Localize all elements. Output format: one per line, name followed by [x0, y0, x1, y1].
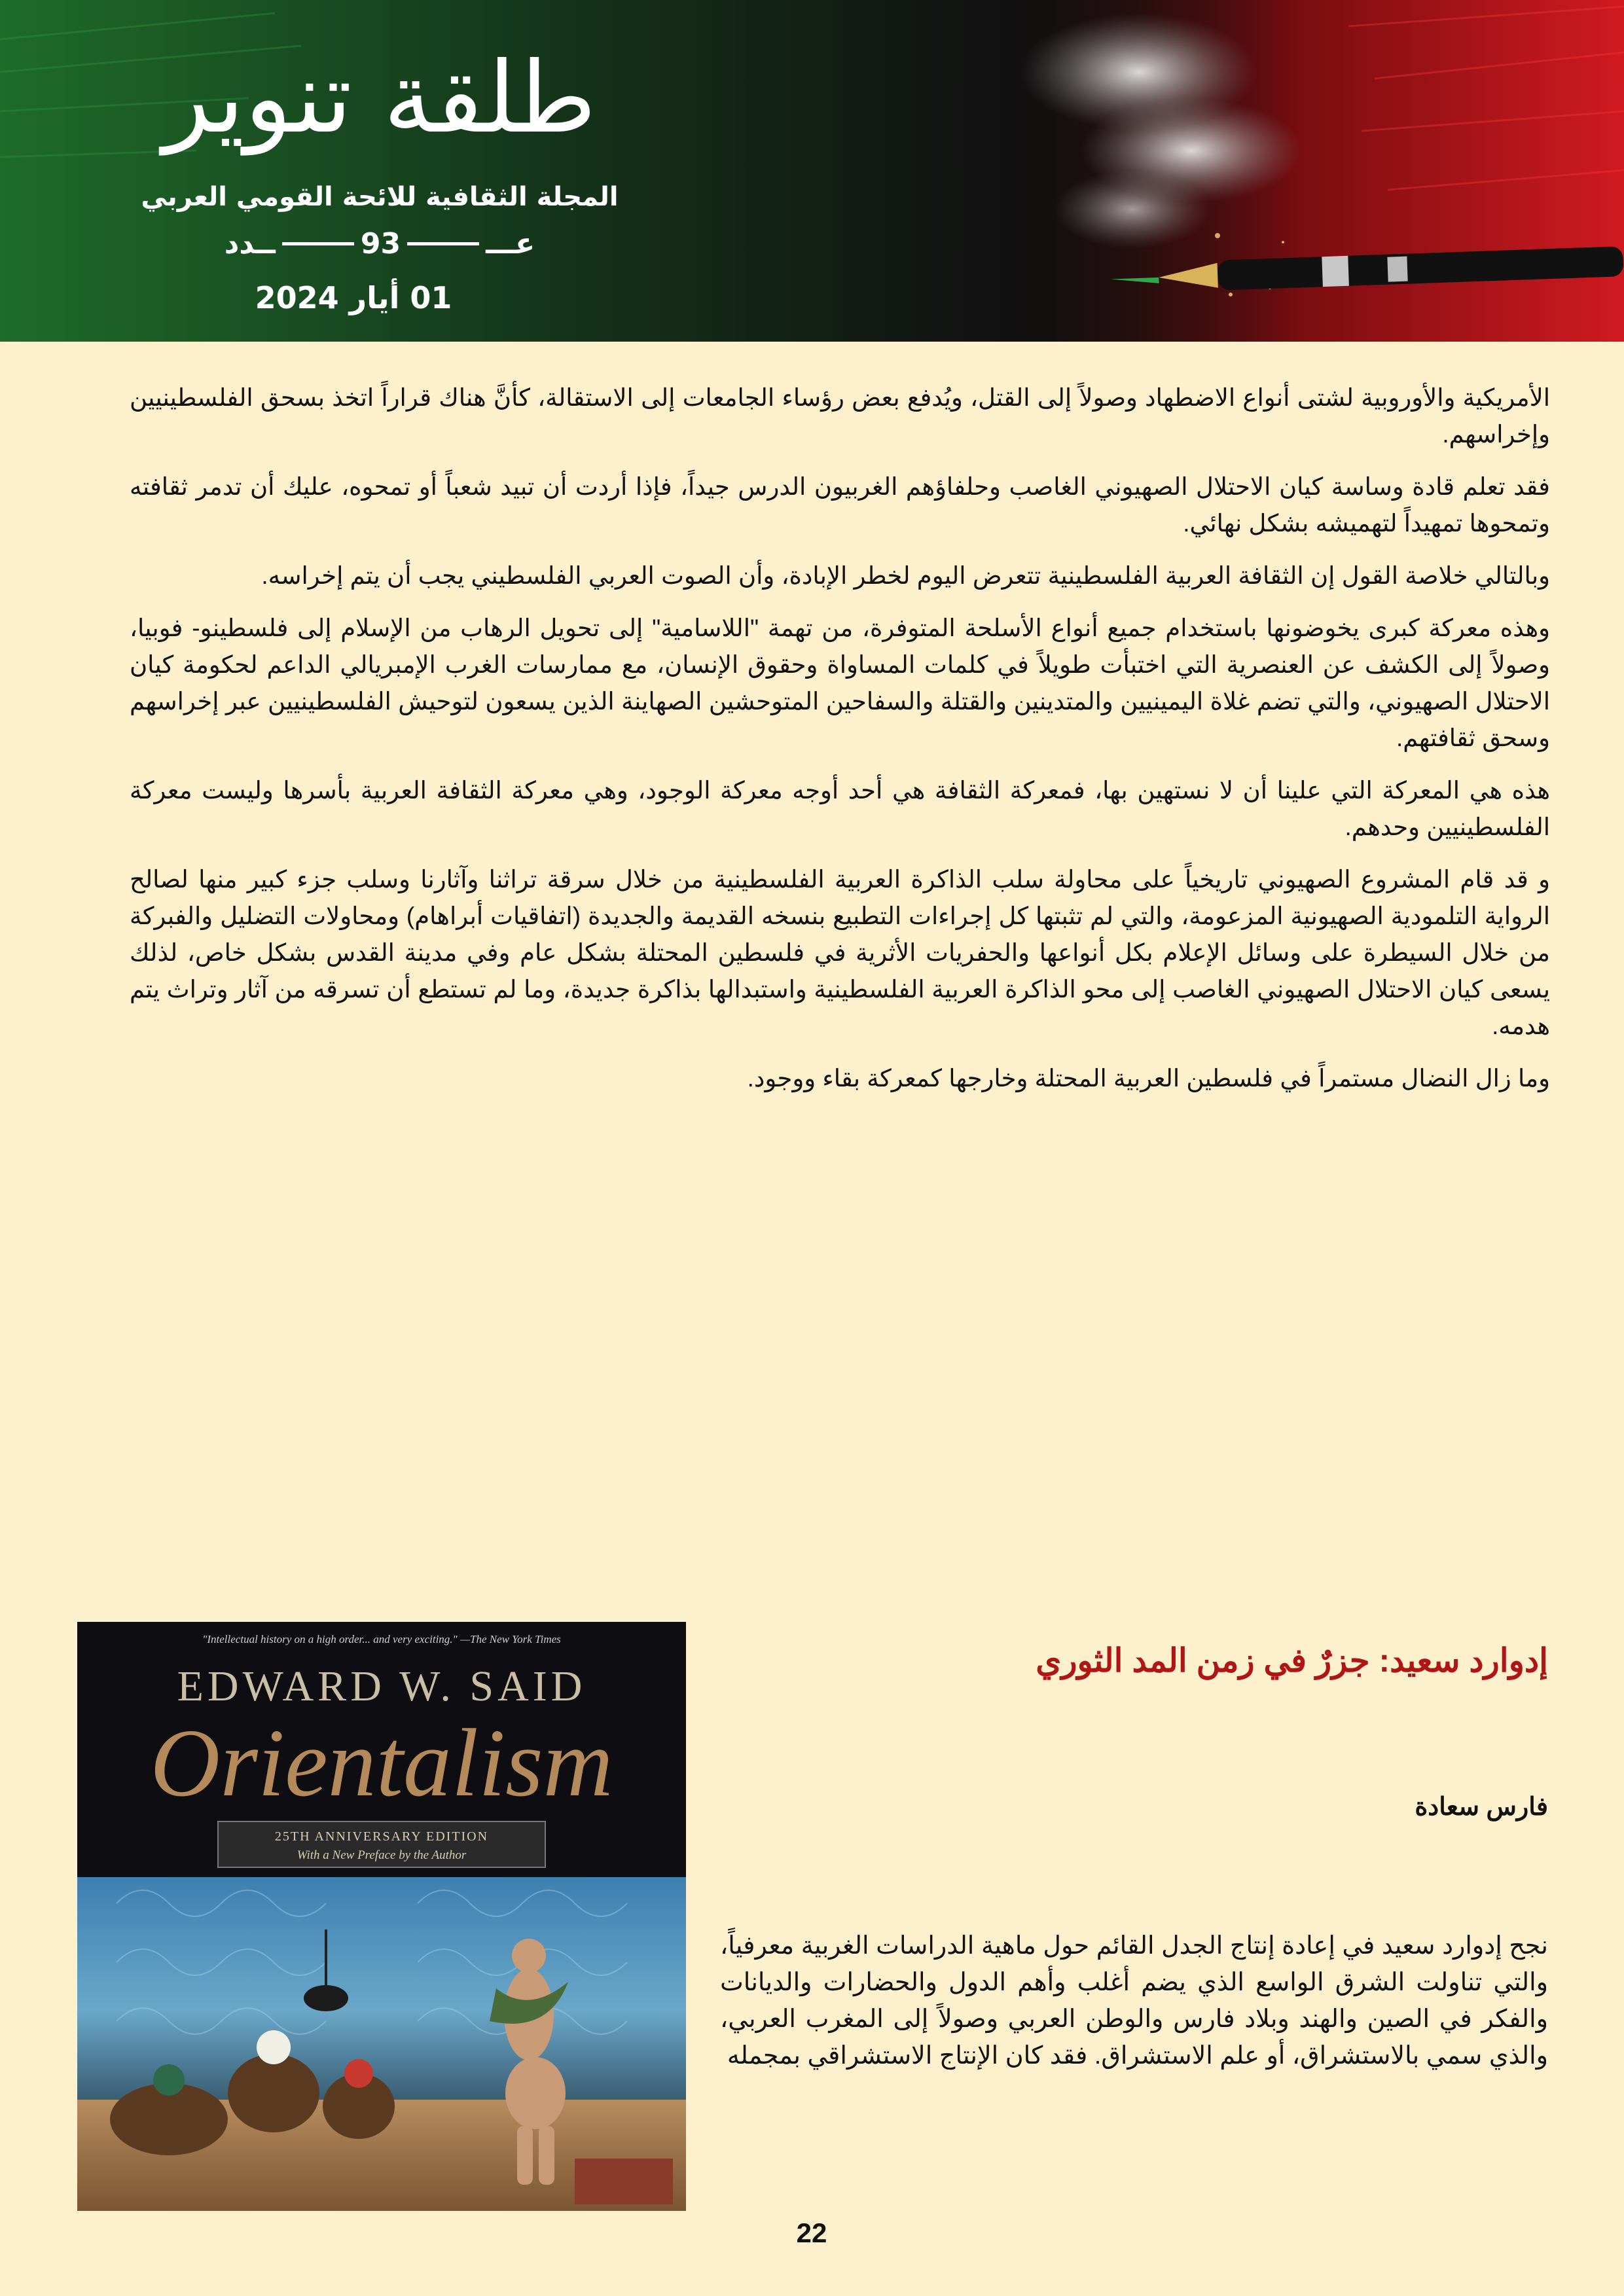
- article-intro-paragraph: نجح إدوارد سعيد في إعادة إنتاج الجدل القائم حول ماهية الدراسات الغربية معرفياً، والتي تناولت الشرق الواسع الذي يضم أغلب وأهم الدول والحضارات والديانات والفكر في الصين والهند وبلاد فارس والوطن العربي وصولاً إلى المغرب العربي، والذي سمي بالاستشراق، أو علم الاستشراق. فقد كان الإنتاج الاستشراقي بمجمله: [720, 1932, 1548, 2070]
- issue-word-end: ــدد: [224, 226, 276, 260]
- book-author: EDWARD W. SAID: [177, 1662, 586, 1710]
- article-body: [130, 380, 1550, 1113]
- paragraph: الأمريكية والأوروبية لشتى أنواع الاضطهاد وصولاً إلى القتل، ويُدفع بعض رؤساء الجامعات إلى الاستقالة، كأنَّ هناك قراراً اتخذ بسحق الفلسطينيين وإخراسهم.: [130, 384, 1550, 448]
- magazine-title: طلقة تنوير: [162, 41, 597, 155]
- issue-line-right: [407, 242, 479, 245]
- paragraph: فقد تعلم قادة وساسة كيان الاحتلال الصهيوني الغاصب وحلفاؤهم الغربيون الدرس جيداً، فإذا أردت أن تبيد شعباً أو تمحوه، عليك أن تدمر ثقافته وتمحوها تمهيداً لتهميشه بشكل نهائي.: [130, 473, 1550, 537]
- issue-number-row: [216, 224, 543, 263]
- paragraph: و قد قام المشروع الصهيوني تاريخياً على محاولة سلب الذاكرة العربية الفلسطينية من خلال سرقة تراثنا وآثارنا وسلب جزء كبير منها لصالح الرواية التلمودية الصهيونية المزعومة، والتي لم تثبتها كل إجراءات التطبيع بنسخه القديمة والجديدة (اتفاقيات أبراهام) ومحاولات التضليل والفبركة من خلال السيطرة على وسائل الإعلام بكل أنواعها والحفريات الأثرية في فلسطين المحتلة بشكل عام وفي مدينة القدس بشكل خاص، لذلك يسعى كيان الاحتلال الصهيوني الغاصب إلى محو الذاكرة العربية الفلسطينية واستبدالها بذاكرة جديدة، وما لم تستطع أن تسرقه من آثار وتراث يتم هدمه.: [130, 866, 1550, 1039]
- magazine-subtitle: المجلة الثقافية للائحة القومي العربي: [141, 182, 619, 212]
- magazine-header: [0, 0, 1624, 342]
- book-cover-image: [77, 1622, 686, 2211]
- book-edition: 25TH ANNIVERSARY EDITION: [274, 1829, 489, 1844]
- paragraph: هذه هي المعركة التي علينا أن لا نستهين بها، فمعركة الثقافة هي أحد أوجه معركة الوجود، وهي معركة الثقافة العربية بأسرها وليست معركة الفلسطينيين وحدهم.: [130, 777, 1550, 840]
- book-preface: With a New Preface by the Author: [297, 1848, 467, 1862]
- issue-number: 93: [360, 226, 401, 260]
- article-author: فارس سعادة: [1415, 1793, 1548, 1821]
- pen-smoke-illustration: [943, 0, 1624, 342]
- issue-date: 01 أيار 2024: [255, 280, 452, 315]
- book-quote: "Intellectual history on a high order... and very exciting." —The New York Times: [202, 1633, 561, 1645]
- article-title: إدوارد سعيد: جزرٌ في زمن المد الثوري: [1036, 1642, 1548, 1679]
- book-title: Orientalism: [150, 1710, 613, 1817]
- paragraph: وهذه معركة كبرى يخوضونها باستخدام جميع أنواع الأسلحة المتوفرة، من تهمة "اللاسامية" إلى تحويل الرهاب من الإسلام إلى فلسطينو- فوبيا، وصولاً إلى الكشف عن العنصرية التي اختبأت طويلاً في كلمات المساواة وحقوق الإنسان، مع ممارسات الغرب الإمبريالي الداعم لحكومة كيان الاحتلال الصهيوني، والتي تضم غلاة اليمينيين والمتدينين والقتلة والسفاحين المتوحشين الصهاينة الذين يسعون لتوحيش الفلسطينيين عبر إخراسهم وسحق ثقافتهم.: [130, 615, 1550, 751]
- issue-word-start: عـــ: [486, 226, 535, 260]
- paragraph: وبالتالي خلاصة القول إن الثقافة العربية الفلسطينية تتعرض اليوم لخطر الإبادة، وأن الصوت العربي الفلسطيني يجب أن يتم إخراسه.: [261, 562, 1550, 589]
- issue-line-left: [282, 242, 354, 245]
- paragraph: وما زال النضال مستمراً في فلسطين العربية المحتلة وخارجها كمعركة بقاء ووجود.: [747, 1065, 1550, 1092]
- page-number: 22: [796, 2217, 827, 2248]
